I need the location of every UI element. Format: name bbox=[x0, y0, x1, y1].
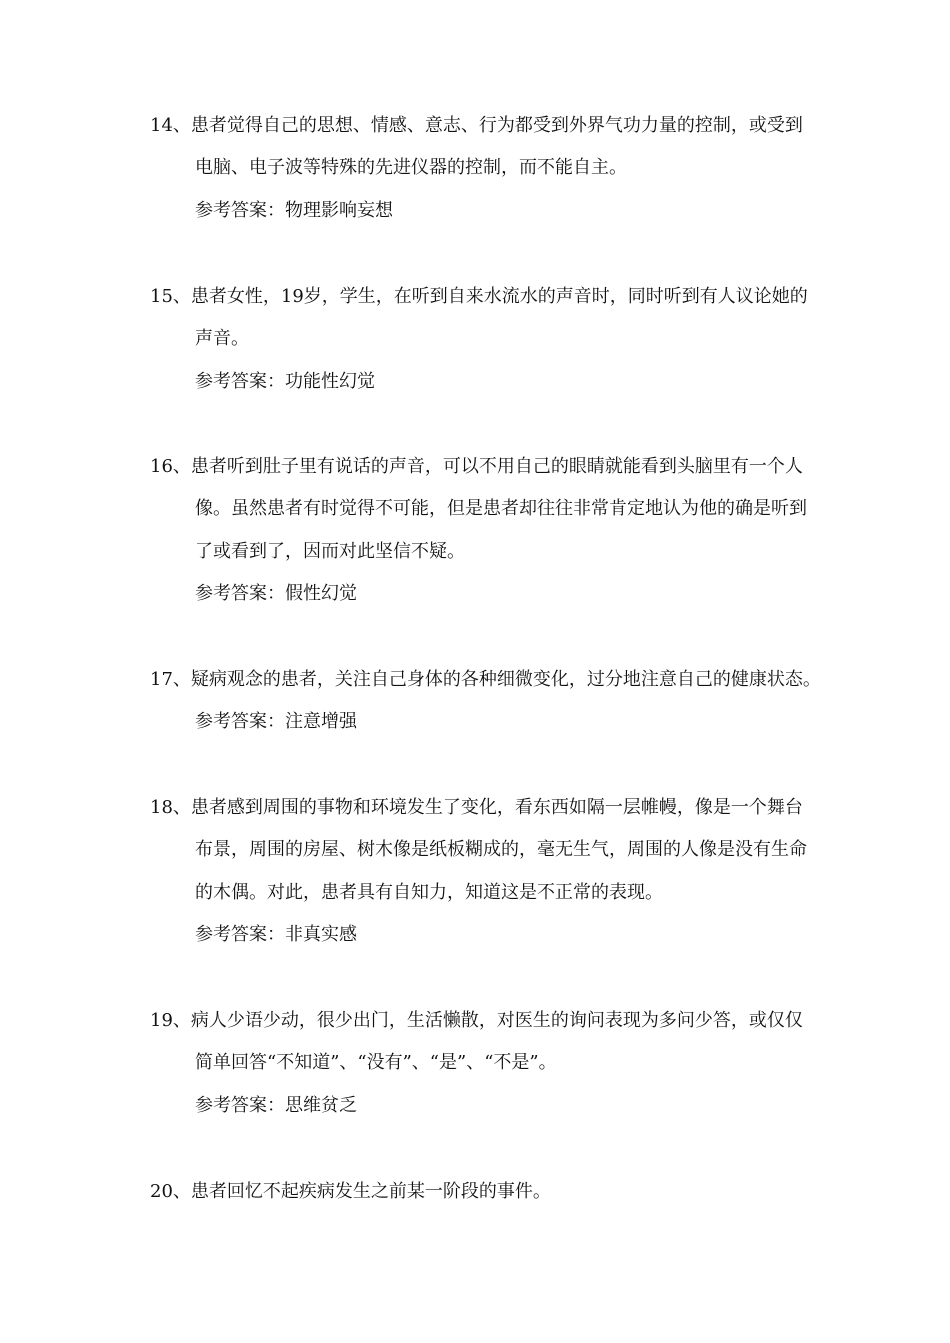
question-14-line-1 bbox=[150, 114, 803, 138]
question-number: 18、 bbox=[150, 797, 191, 818]
question-text: 疑病观念的患者，关注自己身体的各种细微变化，过分地注意自己的健康状态。 bbox=[190, 669, 821, 690]
question-text: 患者听到肚子里有说话的声音，可以不用自己的眼睛就能看到头脑里有一个人 bbox=[190, 456, 803, 477]
question-number: 16、 bbox=[150, 456, 191, 477]
answer-17: 参考答案：注意增强 bbox=[195, 711, 357, 732]
question-16-line-2: 像。虽然患者有时觉得不可能，但是患者却往往非常肯定地认为他的确是听到 bbox=[195, 498, 807, 519]
question-text: 患者回忆不起疾病发生之前某一阶段的事件。 bbox=[190, 1181, 551, 1202]
question-text: 病人少语少动，很少出门，生活懒散，对医生的询问表现为多问少答，或仅仅 bbox=[190, 1010, 803, 1031]
question-text: 患者感到周围的事物和环境发生了变化，看东西如隔一层帷幔，像是一个舞台 bbox=[190, 797, 803, 818]
question-number: 19、 bbox=[150, 1010, 191, 1031]
question-14-line-2: 电脑、电子波等特殊的先进仪器的控制，而不能自主。 bbox=[195, 157, 627, 178]
question-number: 17、 bbox=[150, 669, 191, 690]
answer-19: 参考答案：思维贫乏 bbox=[195, 1095, 357, 1116]
question-20-line-1 bbox=[150, 1180, 551, 1204]
question-15-line-2: 声音。 bbox=[195, 328, 249, 349]
question-19-line-2: 简单回答“不知道”、“没有”、“是”、“不是”。 bbox=[195, 1052, 557, 1073]
answer-14: 参考答案：物理影响妄想 bbox=[195, 200, 393, 221]
question-text: 患者女性，19岁，学生，在听到自来水流水的声音时，同时听到有人议论她的 bbox=[190, 286, 808, 307]
answer-18: 参考答案：非真实感 bbox=[195, 924, 357, 945]
question-number: 14、 bbox=[150, 115, 191, 136]
question-18-line-1 bbox=[150, 796, 803, 820]
answer-16: 参考答案：假性幻觉 bbox=[195, 583, 357, 604]
question-number: 20、 bbox=[150, 1181, 191, 1202]
question-18-line-3: 的木偶。对此，患者具有自知力，知道这是不正常的表现。 bbox=[195, 882, 663, 903]
question-19-line-1 bbox=[150, 1009, 803, 1033]
question-text: 患者觉得自己的思想、情感、意志、行为都受到外界气功力量的控制，或受到 bbox=[190, 115, 803, 136]
question-16-line-3: 了或看到了，因而对此坚信不疑。 bbox=[195, 541, 465, 562]
question-17-line-1 bbox=[150, 668, 821, 692]
question-16-line-1 bbox=[150, 455, 803, 479]
answer-15: 参考答案：功能性幻觉 bbox=[195, 371, 375, 392]
question-number: 15、 bbox=[150, 286, 191, 307]
question-15-line-1 bbox=[150, 285, 808, 309]
question-18-line-2: 布景，周围的房屋、树木像是纸板糊成的，毫无生气，周围的人像是没有生命 bbox=[195, 839, 807, 860]
